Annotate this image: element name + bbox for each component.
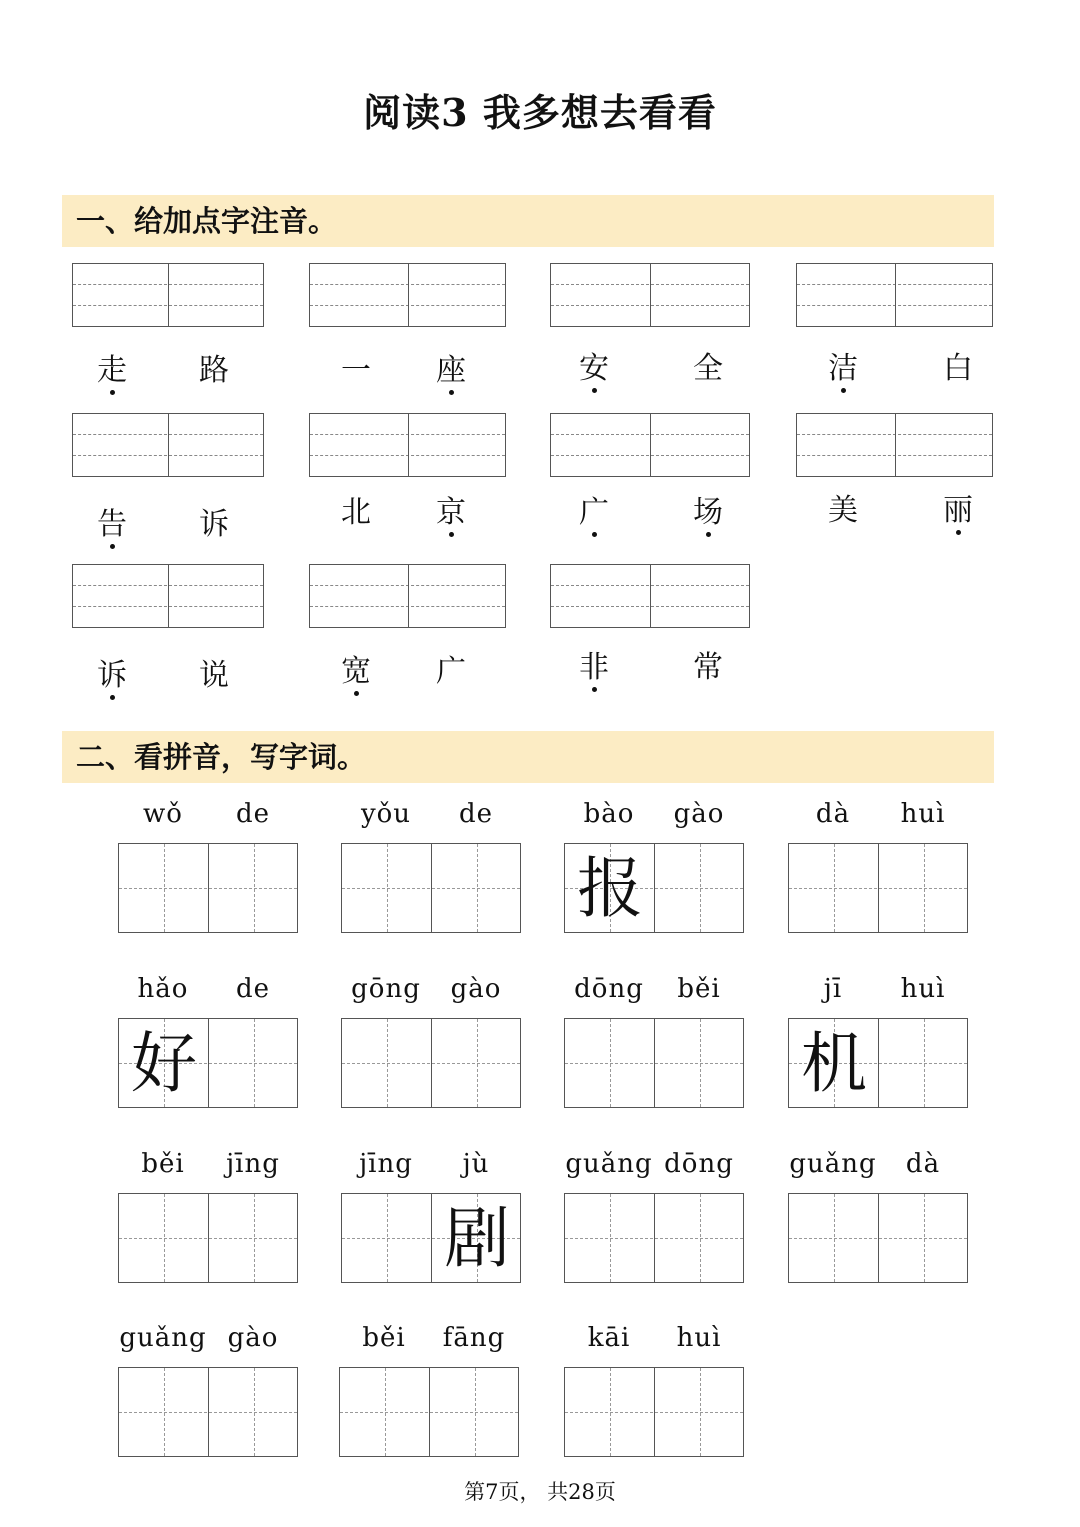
pinyin-label: jī (823, 974, 843, 1004)
character-writing-grid[interactable] (341, 1018, 521, 1108)
filled-character: 剧 (444, 1200, 510, 1277)
pinyin-label: běi (677, 974, 721, 1004)
pinyin-label: dà (905, 1149, 941, 1179)
pinyin-label: gào (227, 1323, 279, 1353)
character-writing-grid[interactable] (564, 843, 744, 933)
character-writing-grid[interactable] (118, 1193, 298, 1283)
pinyin-label: huì (900, 974, 946, 1004)
character-writing-grid[interactable] (564, 1193, 744, 1283)
pinyin-label: jù (462, 1149, 490, 1179)
word-character: 说 (199, 658, 229, 693)
pinyin-label: hǎo (137, 974, 189, 1004)
pinyin-label: běi (141, 1149, 185, 1179)
pinyin-label: fāng (442, 1323, 506, 1353)
word-character: 非 (574, 650, 614, 686)
character-writing-grid[interactable] (118, 843, 298, 933)
pinyin-answer-box[interactable] (796, 263, 993, 327)
word-character: 白 (943, 351, 973, 386)
word-character: 一 (341, 353, 371, 388)
word-character: 诉 (92, 658, 132, 694)
word-character: 丽 (938, 493, 978, 529)
word-character: 座 (431, 353, 471, 389)
pinyin-label: guǎng (119, 1323, 207, 1353)
pinyin-label: bào (583, 799, 635, 829)
character-writing-grid[interactable] (341, 1193, 521, 1283)
pinyin-label: dōng (574, 974, 644, 1004)
filled-character: 报 (577, 850, 643, 927)
word-character: 北 (341, 495, 371, 530)
character-writing-grid[interactable] (788, 1193, 968, 1283)
pinyin-label: běi (362, 1323, 406, 1353)
pinyin-label: gōng (351, 974, 421, 1004)
word-character: 京 (431, 495, 471, 531)
pinyin-answer-box[interactable] (550, 263, 750, 327)
pinyin-answer-box[interactable] (72, 263, 264, 327)
pinyin-label: wǒ (143, 799, 183, 829)
pinyin-answer-box[interactable] (309, 413, 506, 477)
pinyin-answer-box[interactable] (72, 413, 264, 477)
pinyin-label: gào (450, 974, 502, 1004)
word-character: 场 (688, 495, 728, 531)
filled-character: 好 (131, 1025, 197, 1102)
page-footer: 第7页， 共28页 (464, 1480, 616, 1504)
character-writing-grid[interactable] (341, 843, 521, 933)
word-character: 诉 (199, 507, 229, 542)
word-character: 美 (828, 493, 858, 528)
word-character: 全 (693, 351, 723, 386)
word-character: 广 (436, 654, 466, 689)
filled-character: 机 (801, 1025, 867, 1102)
pinyin-label: huì (676, 1323, 722, 1353)
pinyin-label: huì (900, 799, 946, 829)
word-character: 洁 (823, 351, 863, 387)
pinyin-label: dà (815, 799, 851, 829)
word-character: 告 (92, 507, 132, 543)
word-character: 常 (693, 650, 723, 685)
section-2-heading: 二、看拼音，写字词。 (62, 731, 994, 783)
pinyin-label: de (235, 799, 271, 829)
pinyin-label: guǎng (789, 1149, 877, 1179)
word-character: 宽 (336, 654, 376, 690)
pinyin-label: jīng (226, 1149, 280, 1179)
pinyin-label: de (458, 799, 494, 829)
character-writing-grid[interactable] (564, 1367, 744, 1457)
pinyin-answer-box[interactable] (796, 413, 993, 477)
pinyin-answer-box[interactable] (72, 564, 264, 628)
pinyin-label: de (235, 974, 271, 1004)
character-writing-grid[interactable] (118, 1018, 298, 1108)
word-character: 路 (199, 353, 229, 388)
page-title: 阅读3 我多想去看看 (363, 90, 717, 135)
pinyin-label: guǎng (565, 1149, 653, 1179)
pinyin-answer-box[interactable] (550, 564, 750, 628)
character-writing-grid[interactable] (339, 1367, 519, 1457)
character-writing-grid[interactable] (788, 843, 968, 933)
pinyin-answer-box[interactable] (309, 564, 506, 628)
pinyin-label: yǒu (360, 799, 412, 829)
word-character: 安 (574, 351, 614, 387)
pinyin-answer-box[interactable] (309, 263, 506, 327)
character-writing-grid[interactable] (564, 1018, 744, 1108)
word-character: 走 (92, 353, 132, 389)
pinyin-label: gào (673, 799, 725, 829)
pinyin-label: jīng (359, 1149, 413, 1179)
character-writing-grid[interactable] (788, 1018, 968, 1108)
section-1-heading: 一、给加点字注音。 (62, 195, 994, 247)
pinyin-label: dōng (664, 1149, 734, 1179)
word-character: 广 (574, 495, 614, 531)
character-writing-grid[interactable] (118, 1367, 298, 1457)
pinyin-answer-box[interactable] (550, 413, 750, 477)
pinyin-label: kāi (587, 1323, 631, 1353)
